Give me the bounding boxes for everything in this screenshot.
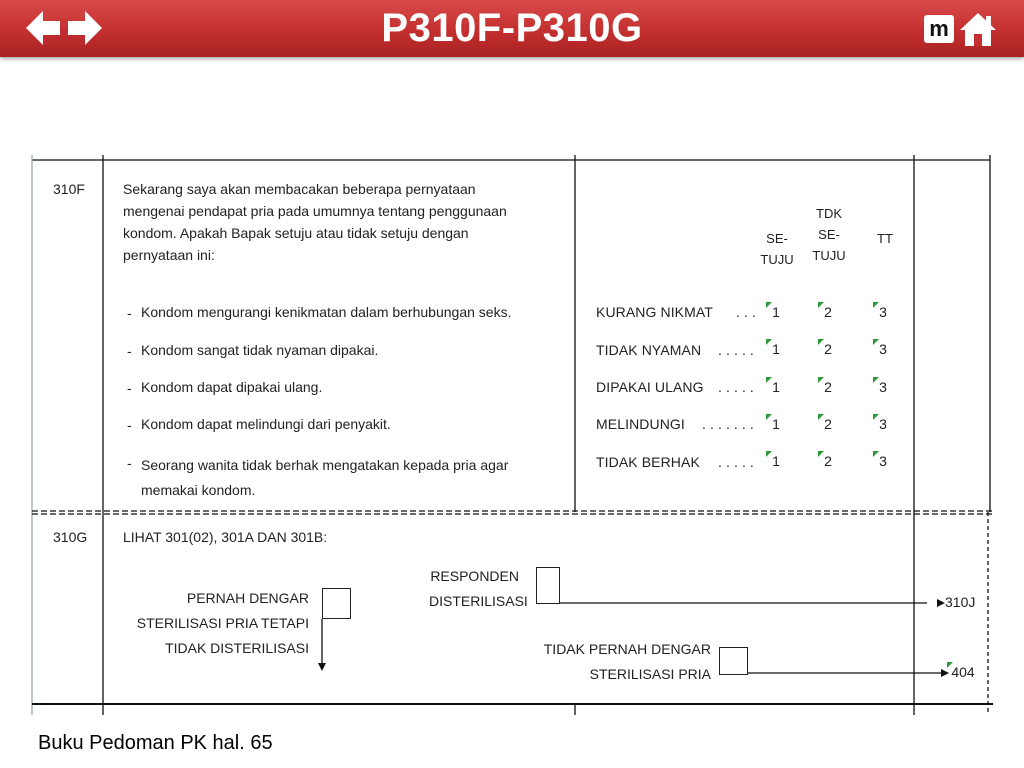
- statement-dash: -: [127, 417, 132, 433]
- check-marker-icon: [947, 662, 953, 668]
- check-marker-icon: [766, 451, 772, 457]
- check-marker-icon: [766, 302, 772, 308]
- check-marker-icon: [873, 302, 879, 308]
- code-1[interactable]: 1: [768, 341, 784, 357]
- code-1[interactable]: 1: [768, 453, 784, 469]
- code-2[interactable]: 2: [820, 416, 836, 432]
- answer-label: KURANG NIKMAT: [596, 304, 713, 320]
- check-marker-icon: [818, 377, 824, 383]
- check-marker-icon: [873, 339, 879, 345]
- leader-dots: . . . . . . .: [702, 416, 754, 432]
- question-code: 310G: [53, 529, 88, 545]
- check-marker-icon: [873, 451, 879, 457]
- footer-reference: Buku Pedoman PK hal. 65: [38, 732, 273, 754]
- page-title: P310F-P310G: [381, 6, 643, 50]
- leader-dots: . . .: [736, 304, 756, 320]
- check-marker-icon: [766, 414, 772, 420]
- check-marker-icon: [873, 414, 879, 420]
- leader-dots: . . . . .: [718, 454, 754, 470]
- code-3[interactable]: 3: [875, 416, 891, 432]
- statement-text: Kondom dapat melindungi dari penyakit.: [141, 416, 391, 432]
- check-marker-icon: [818, 339, 824, 345]
- code-3[interactable]: 3: [875, 453, 891, 469]
- skip-404: 404: [949, 664, 977, 680]
- question-text-line: Sekarang saya akan membacakan beberapa pernyataan: [123, 181, 476, 197]
- check-marker-icon: [818, 302, 824, 308]
- statement-dash: -: [127, 380, 132, 396]
- answer-label: DIPAKAI ULANG: [596, 379, 704, 395]
- answer-label: TIDAK NYAMAN: [596, 342, 702, 358]
- instruction-text: LIHAT 301(02), 301A DAN 301B:: [123, 529, 328, 545]
- code-2[interactable]: 2: [820, 304, 836, 320]
- title-bar: [0, 0, 1024, 57]
- code-2[interactable]: 2: [820, 453, 836, 469]
- statement-text: Kondom sangat tidak nyaman dipakai.: [141, 342, 379, 358]
- question-text-line: mengenai pendapat pria pada umumnya tentang penggunaan: [123, 203, 507, 219]
- question-text-line: kondom. Apakah Bapak setuju atau tidak setuju dengan: [123, 225, 469, 241]
- question-code: 310F: [53, 181, 85, 197]
- code-1[interactable]: 1: [768, 304, 784, 320]
- statement-text: Kondom dapat dipakai ulang.: [141, 379, 323, 395]
- skip-310j: 310J: [945, 594, 976, 610]
- column-header-setuju: SE- TUJU: [760, 231, 794, 267]
- leader-dots: . . . . .: [718, 379, 754, 395]
- menu-button[interactable]: m: [924, 15, 954, 43]
- statement-text: Seorang wanita tidak berhak mengatakan kepada pria agar memakai kondom.: [141, 457, 509, 498]
- check-marker-icon: [818, 451, 824, 457]
- question-text: [123, 178, 563, 266]
- code-1[interactable]: 1: [768, 416, 784, 432]
- home-icon[interactable]: [958, 10, 998, 48]
- answer-label: TIDAK BERHAK: [596, 454, 700, 470]
- responden-label: RESPONDEN DISTERILISASI: [429, 568, 528, 609]
- leader-dots: . . . . .: [718, 342, 754, 358]
- check-marker-icon: [766, 339, 772, 345]
- code-2[interactable]: 2: [820, 341, 836, 357]
- code-3[interactable]: 3: [875, 304, 891, 320]
- questionnaire-form: [31, 155, 993, 715]
- column-header-tdk-setuju: TDK SE- TUJU: [812, 206, 846, 263]
- checkbox-responden[interactable]: [536, 567, 560, 604]
- tidak-pernah-label: TIDAK PERNAH DENGAR STERILISASI PRIA: [543, 641, 711, 682]
- check-marker-icon: [766, 377, 772, 383]
- checkbox-tidak-pernah[interactable]: [719, 647, 748, 675]
- statement-dash: -: [127, 455, 132, 471]
- check-marker-icon: [873, 377, 879, 383]
- checkbox-pernah-dengar[interactable]: [322, 588, 351, 619]
- code-3[interactable]: 3: [875, 379, 891, 395]
- code-3[interactable]: 3: [875, 341, 891, 357]
- pernah-dengar-label: PERNAH DENGAR STERILISASI PRIA TETAPI TIDAK DISTERILISASI: [136, 590, 309, 656]
- statement-dash: -: [127, 305, 132, 321]
- column-header-tt: TT: [877, 231, 893, 246]
- code-2[interactable]: 2: [820, 379, 836, 395]
- check-marker-icon: [818, 414, 824, 420]
- code-1[interactable]: 1: [768, 379, 784, 395]
- statement-dash: -: [127, 343, 132, 359]
- answer-label: MELINDUNGI: [596, 416, 685, 432]
- statement-text: Kondom mengurangi kenikmatan dalam berhubungan seks.: [141, 304, 512, 320]
- question-text-line: pernyataan ini:: [123, 247, 215, 263]
